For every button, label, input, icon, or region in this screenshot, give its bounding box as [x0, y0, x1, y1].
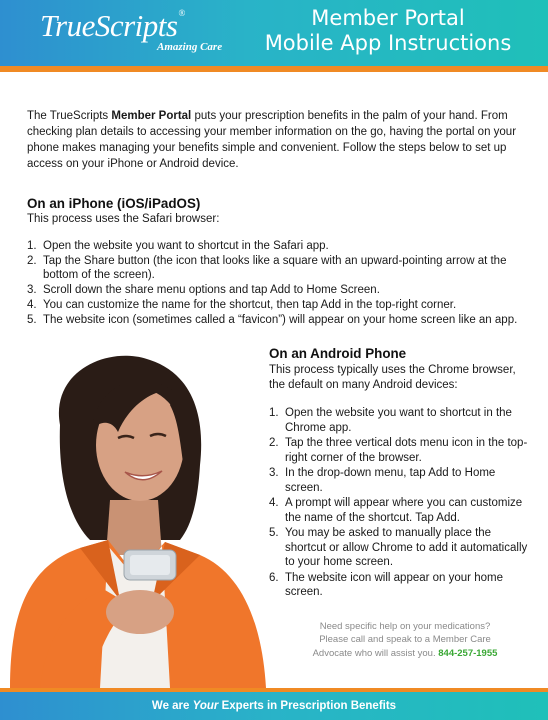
- truescripts-logo: [40, 8, 240, 58]
- page-title: [250, 6, 526, 56]
- list-item: 3. In the drop-down menu, tap Add to Home screen.: [269, 467, 496, 494]
- list-item: 4. You can customize the name for the shortcut, then tap Add in the top-right corner.: [27, 299, 457, 311]
- list-item: 4. A prompt will appear where you can customize the name of the shortcut. Tap Add.: [269, 497, 523, 524]
- woman-illustration: [0, 350, 268, 688]
- list-item: 2. Tap the three vertical dots menu icon in the top-right corner of the browser.: [269, 437, 528, 464]
- help-contact-note: Need specific help on your medications? Please call and speak to a Member Care Advocate who will assist you. 844-257-1955: [312, 621, 498, 659]
- list-item: 2. Tap the Share button (the icon that looks like a square with an upward-pointing arrow at the bottom of the screen).: [27, 255, 507, 281]
- title-line-2: Mobile App Instructions: [264, 31, 512, 55]
- header-banner: [0, 0, 548, 66]
- iphone-steps: [27, 239, 527, 327]
- android-section: [269, 346, 531, 601]
- list-item: 5. You may be asked to manually place the shortcut or allow Chrome to add it automatically to your home screen.: [269, 527, 528, 568]
- list-item: 6. The website icon will appear on your home screen.: [269, 571, 503, 598]
- list-item: 3. Scroll down the share menu options and tap Add to Home Screen.: [27, 284, 380, 296]
- list-item: 1. Open the website you want to shortcut in the Safari app.: [27, 240, 329, 252]
- logo-text: TrueScripts: [40, 8, 178, 43]
- iphone-heading: On an iPhone (iOS/iPadOS): [27, 196, 201, 211]
- list-item: 1. Open the website you want to shortcut in the Chrome app.: [269, 407, 512, 434]
- android-steps: [269, 406, 531, 600]
- android-subtitle: This process typically uses the Chrome browser, the default on many Android devices:: [269, 364, 516, 391]
- intro-paragraph: The TrueScripts Member Portal puts your prescription benefits in the palm of your hand. From checking plan details to accessing your member information on the go, having the portal on your phone makes managing your benefits simple and convenient. Follow the steps below to set up access on your iPhone or Android device.: [27, 110, 517, 170]
- member-care-phone-number: 844-257-1955: [438, 647, 498, 659]
- iphone-subtitle: This process uses the Safari browser:: [27, 213, 220, 225]
- list-item: 5. The website icon (sometimes called a “favicon”) will appear on your home screen like an app.: [27, 314, 518, 326]
- title-line-1: Member Portal: [311, 6, 465, 30]
- iphone-section: [27, 196, 527, 328]
- android-heading: On an Android Phone: [269, 346, 407, 361]
- woman-with-phone-photo: [0, 350, 268, 688]
- member-portal-bold: Member Portal: [111, 110, 192, 122]
- logo-trademark: ®: [178, 8, 185, 18]
- logo-tagline: Amazing Care: [157, 41, 223, 53]
- footer-banner: We are Your Experts in Prescription Benefits: [0, 692, 548, 720]
- header-orange-stripe: [0, 66, 548, 72]
